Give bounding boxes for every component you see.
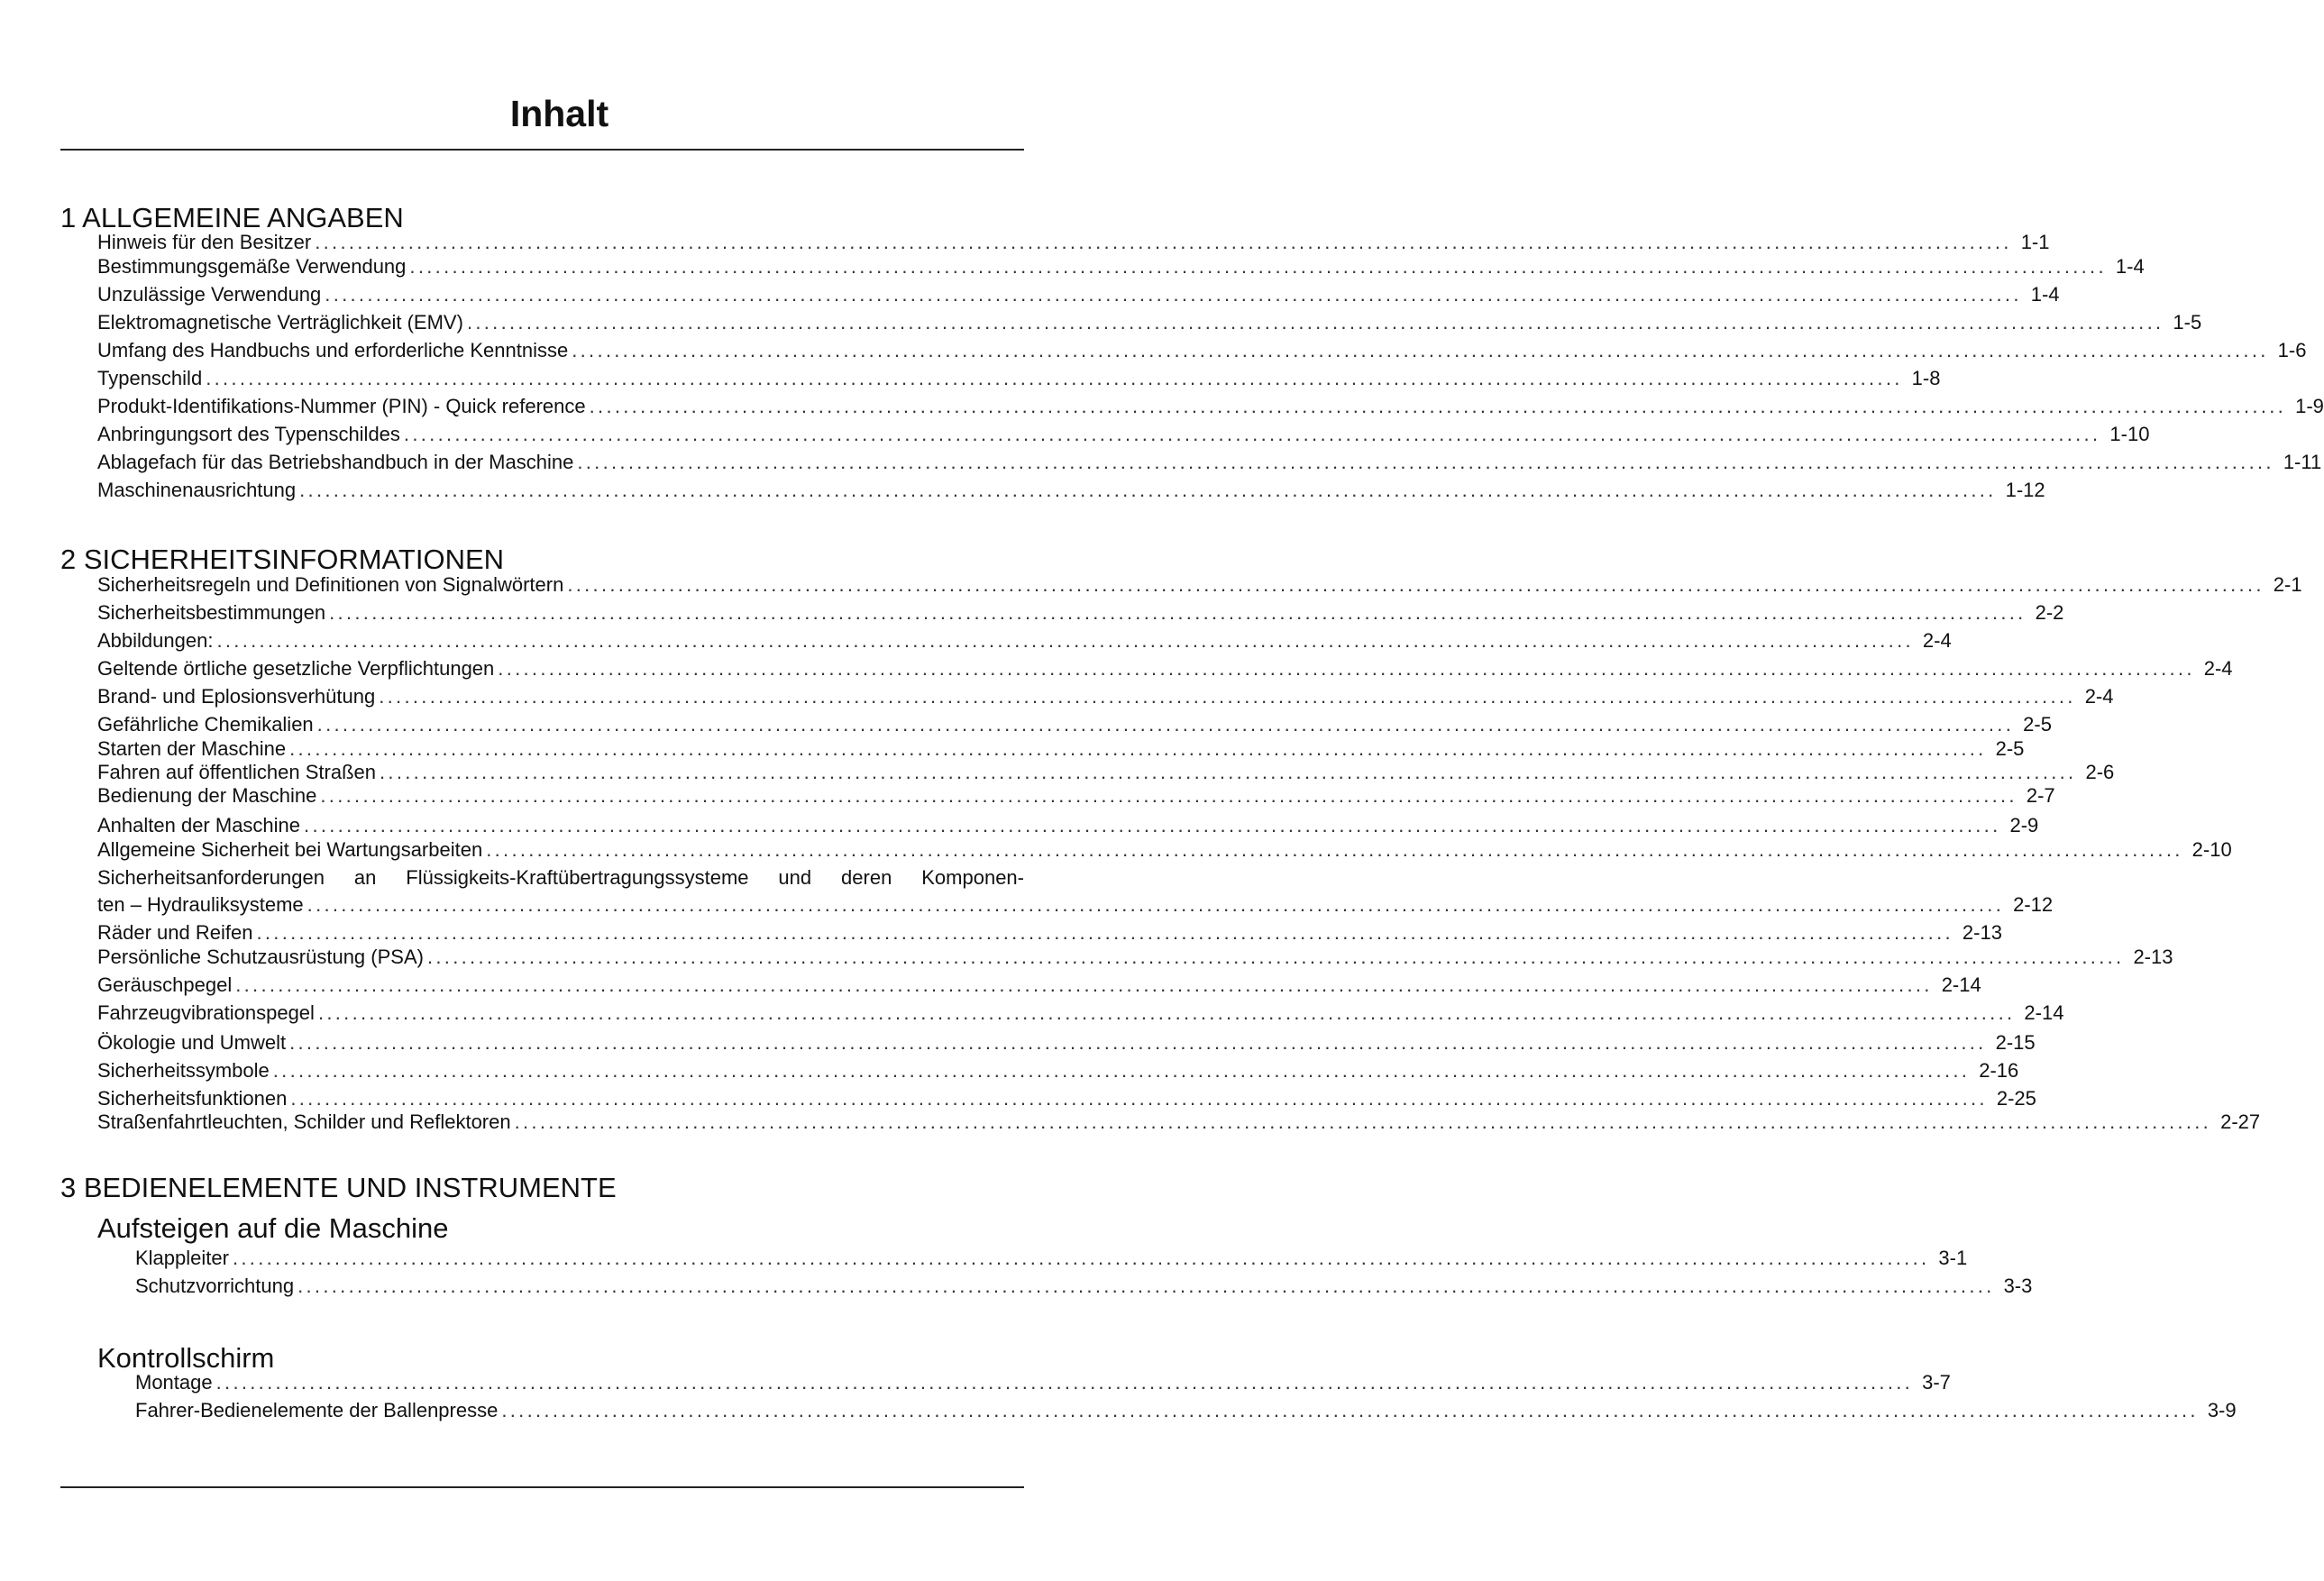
toc-entry-label: Geräuschpegel <box>97 973 233 996</box>
toc-entry[interactable] <box>97 761 2115 784</box>
toc-entry-page: 2-13 <box>1962 921 2002 944</box>
toc-entry[interactable] <box>97 1001 2064 1025</box>
dot-leader: ........................................................................................................................................................................................................ <box>297 1275 1995 1297</box>
toc-entry-page: 2-12 <box>2013 893 2054 916</box>
toc-entry[interactable] <box>97 657 2233 681</box>
toc-entry[interactable] <box>97 573 2302 597</box>
toc-entry-page: 2-7 <box>2026 784 2055 807</box>
toc-entry[interactable] <box>135 1247 1968 1270</box>
toc-entry-label: Schutzvorrichtung <box>135 1275 295 1297</box>
toc-entry-label: Sicherheitsbestimmungen <box>97 601 326 624</box>
toc-entry[interactable] <box>97 946 2173 969</box>
toc-entry[interactable] <box>97 1110 2261 1134</box>
dot-leader: ........................................................................................................................................................................................................ <box>486 838 2183 861</box>
toc-entry[interactable] <box>97 713 2052 736</box>
toc-entry[interactable] <box>97 395 2324 418</box>
dot-leader: ........................................................................................................................................................................................................ <box>315 231 2012 253</box>
toc-entry-page: 2-14 <box>2024 1001 2064 1024</box>
subsection-heading: Aufsteigen auf die Maschine <box>97 1212 449 1244</box>
toc-entry[interactable] <box>97 814 2039 837</box>
toc-entry-label: Maschinenausrichtung <box>97 479 297 501</box>
footer-rule <box>60 1486 1024 1488</box>
toc-entry-label: Sicherheitssymbole <box>97 1059 270 1082</box>
toc-entry-label: Ökologie und Umwelt <box>97 1031 287 1054</box>
toc-entry-page: 2-4 <box>2084 685 2114 708</box>
toc-entry-label: Anhalten der Maschine <box>97 814 301 836</box>
toc-entry-page: 2-15 <box>1995 1031 2036 1054</box>
toc-entry-page: 2-4 <box>2203 657 2233 680</box>
toc-entry-label: Produkt-Identifikations-Nummer (PIN) - Quick reference <box>97 395 586 417</box>
toc-entry[interactable] <box>97 311 2202 334</box>
toc-entry-label: Fahren auf öffentlichen Straßen <box>97 761 377 783</box>
toc-entry-label: Starten der Maschine <box>97 737 287 760</box>
toc-entry-page: 1-4 <box>2030 283 2060 306</box>
dot-leader: ........................................................................................................................................................................................................ <box>299 479 1997 501</box>
toc-entry-page: 1-11 <box>2283 451 2322 473</box>
toc-entry-page: 2-4 <box>1922 629 1952 652</box>
toc-entry[interactable] <box>135 1371 1951 1394</box>
toc-entry-page: 3-3 <box>2003 1275 2033 1297</box>
toc-entry-label: Sicherheitsregeln und Definitionen von Signalwörtern <box>97 573 564 596</box>
section-heading: 1 ALLGEMEINE ANGABEN <box>60 202 404 233</box>
toc-entry[interactable] <box>97 973 1981 997</box>
toc-entry[interactable] <box>97 339 2307 362</box>
dot-leader: ........................................................................................................................................................................................................ <box>498 657 2195 680</box>
toc-entry-page: 2-16 <box>1979 1059 2019 1082</box>
toc-entry-page: 2-9 <box>2009 814 2039 836</box>
dot-leader: ........................................................................................................................................................................................................ <box>317 1001 2016 1024</box>
toc-entry-page: 2-13 <box>2133 946 2173 968</box>
toc-entry-label: Hinweis für den Besitzer <box>97 231 312 253</box>
toc-entry[interactable] <box>97 231 2050 254</box>
section-heading: 3 BEDIENELEMENTE UND INSTRUMENTE <box>60 1172 617 1203</box>
toc-entry[interactable] <box>97 838 2232 862</box>
toc-entry[interactable] <box>97 255 2145 279</box>
toc-entry[interactable] <box>135 1399 2237 1422</box>
toc-entry[interactable] <box>97 283 2060 306</box>
toc-entry-page: 3-9 <box>2207 1399 2237 1421</box>
toc-entry-page: 1-6 <box>2277 339 2307 361</box>
title-rule <box>60 149 1024 151</box>
toc-entry-page: 1-8 <box>1911 367 1941 389</box>
toc-entry[interactable] <box>97 737 2025 761</box>
toc-entry[interactable] <box>97 367 1941 390</box>
toc-entry-page: 2-25 <box>1996 1087 2036 1110</box>
toc-entry-label: Unzulässige Verwendung <box>97 283 322 306</box>
toc-entry[interactable] <box>135 1275 2033 1298</box>
dot-leader: ........................................................................................................................................................................................................ <box>289 1031 1987 1054</box>
toc-entry[interactable] <box>97 1059 2019 1083</box>
dot-leader: ........................................................................................................................................................................................................ <box>272 1059 1971 1082</box>
dot-leader: ........................................................................................................................................................................................................ <box>403 423 2101 445</box>
dot-leader: ........................................................................................................................................................................................................ <box>232 1247 1930 1269</box>
dot-leader: ........................................................................................................................................................................................................ <box>577 451 2274 473</box>
dot-leader: ........................................................................................................................................................................................................ <box>379 685 2076 708</box>
dot-leader: ........................................................................................................................................................................................................ <box>325 283 2022 306</box>
dot-leader: ........................................................................................................................................................................................................ <box>501 1399 2199 1421</box>
dot-leader: ........................................................................................................................................................................................................ <box>256 921 1953 944</box>
dot-leader: ........................................................................................................................................................................................................ <box>589 395 2287 417</box>
toc-entry[interactable] <box>97 479 2045 502</box>
dot-leader: ........................................................................................................................................................................................................ <box>215 1371 1914 1394</box>
dot-leader: ........................................................................................................................................................................................................ <box>290 1087 1988 1110</box>
dot-leader: ........................................................................................................................................................................................................ <box>567 573 2265 596</box>
dot-leader: ........................................................................................................................................................................................................ <box>329 601 2027 624</box>
dot-leader: ........................................................................................................................................................................................................ <box>572 339 2269 361</box>
toc-entry-label: Persönliche Schutzausrüstung (PSA) <box>97 946 424 968</box>
toc-entry[interactable] <box>97 685 2114 708</box>
toc-entry-label: Bestimmungsgemäße Verwendung <box>97 255 407 278</box>
toc-entry[interactable] <box>97 1031 2036 1055</box>
page-title: Inhalt <box>509 93 609 134</box>
toc-entry-label-line1: Sicherheitsanforderungen an Flüssigkeits-Kraftübertragungssysteme und deren Komponen- <box>97 866 1024 889</box>
toc-entry-page: 2-14 <box>1941 973 1981 996</box>
dot-leader: ........................................................................................................................................................................................................ <box>426 946 2125 968</box>
toc-entry-label: Allgemeine Sicherheit bei Wartungsarbeiten <box>97 838 483 861</box>
toc-entry-label: Typenschild <box>97 367 203 389</box>
dot-leader: ........................................................................................................................................................................................................ <box>307 893 2005 916</box>
toc-entry-page: 1-12 <box>2005 479 2045 501</box>
dot-leader: ........................................................................................................................................................................................................ <box>320 784 2017 807</box>
toc-entry-page: 2-5 <box>1995 737 2025 760</box>
toc-entry[interactable] <box>97 423 2150 446</box>
toc-entry-page: 2-6 <box>2085 761 2115 783</box>
toc-entry-label: Bedienung der Maschine <box>97 784 317 807</box>
dot-leader: ........................................................................................................................................................................................................ <box>380 761 2077 783</box>
dot-leader: ........................................................................................................................................................................................................ <box>466 311 2164 334</box>
toc-entry[interactable] <box>97 451 2322 474</box>
dot-leader: ........................................................................................................................................................................................................ <box>316 713 2015 736</box>
toc-entry-label: Sicherheitsfunktionen <box>97 1087 288 1110</box>
dot-leader: ........................................................................................................................................................................................................ <box>235 973 1933 996</box>
dot-leader: ........................................................................................................................................................................................................ <box>206 367 1903 389</box>
toc-entry-label: Umfang des Handbuchs und erforderliche Kenntnisse <box>97 339 569 361</box>
toc-entry-label: Fahrer-Bedienelemente der Ballenpresse <box>135 1399 499 1421</box>
toc-entry-page: 2-1 <box>2273 573 2302 596</box>
toc-entry-page: 2-27 <box>2220 1110 2261 1133</box>
toc-entry-page: 1-9 <box>2295 395 2324 417</box>
toc-entry-label: Elektromagnetische Verträglichkeit (EMV) <box>97 311 463 334</box>
toc-entry-page: 2-5 <box>2023 713 2052 736</box>
toc-entry-label: Geltende örtliche gesetzliche Verpflichtungen <box>97 657 495 680</box>
toc-entry[interactable] <box>97 784 2055 808</box>
toc-entry-label: Abbildungen: <box>97 629 214 652</box>
toc-entry-label: Anbringungsort des Typenschildes <box>97 423 400 445</box>
toc-entry[interactable] <box>97 1087 2036 1110</box>
toc-entry[interactable] <box>97 629 1952 653</box>
toc-entry-label: Ablagefach für das Betriebshandbuch in der Maschine <box>97 451 574 473</box>
toc-entry-label: Fahrzeugvibrationspegel <box>97 1001 315 1024</box>
subsection-heading: Kontrollschirm <box>97 1342 275 1374</box>
toc-entry-page: 1-4 <box>2115 255 2145 278</box>
dot-leader: ........................................................................................................................................................................................................ <box>216 629 1914 652</box>
section-heading: 2 SICHERHEITSINFORMATIONEN <box>60 544 505 575</box>
toc-entry-page: 2-10 <box>2191 838 2232 861</box>
dot-leader: ........................................................................................................................................................................................................ <box>304 814 2001 836</box>
toc-entry-label: Räder und Reifen <box>97 921 253 944</box>
toc-entry[interactable] <box>97 921 2002 945</box>
toc-entry-page: 3-1 <box>1938 1247 1968 1269</box>
dot-leader: ........................................................................................................................................................................................................ <box>409 255 2107 278</box>
dot-leader: ........................................................................................................................................................................................................ <box>514 1110 2212 1133</box>
toc-entry-page: 3-7 <box>1922 1371 1951 1394</box>
toc-entry-page: 1-1 <box>2020 231 2050 253</box>
toc-entry-label: Gefährliche Chemikalien <box>97 713 314 736</box>
dot-leader: ........................................................................................................................................................................................................ <box>289 737 1987 760</box>
toc-entry[interactable] <box>97 893 2054 917</box>
toc-entry-label: Klappleiter <box>135 1247 229 1269</box>
toc-entry-label: Brand- und Eplosionsverhütung <box>97 685 376 708</box>
toc-entry-label: Montage <box>135 1371 213 1394</box>
toc-entry-page: 1-5 <box>2173 311 2202 334</box>
toc-entry-label: ten – Hydrauliksysteme <box>97 893 304 916</box>
toc-entry[interactable] <box>97 601 2064 625</box>
toc-entry-page: 2-2 <box>2035 601 2064 624</box>
toc-entry-label: Straßenfahrtleuchten, Schilder und Reflektoren <box>97 1110 511 1133</box>
toc-entry-page: 1-10 <box>2109 423 2150 445</box>
